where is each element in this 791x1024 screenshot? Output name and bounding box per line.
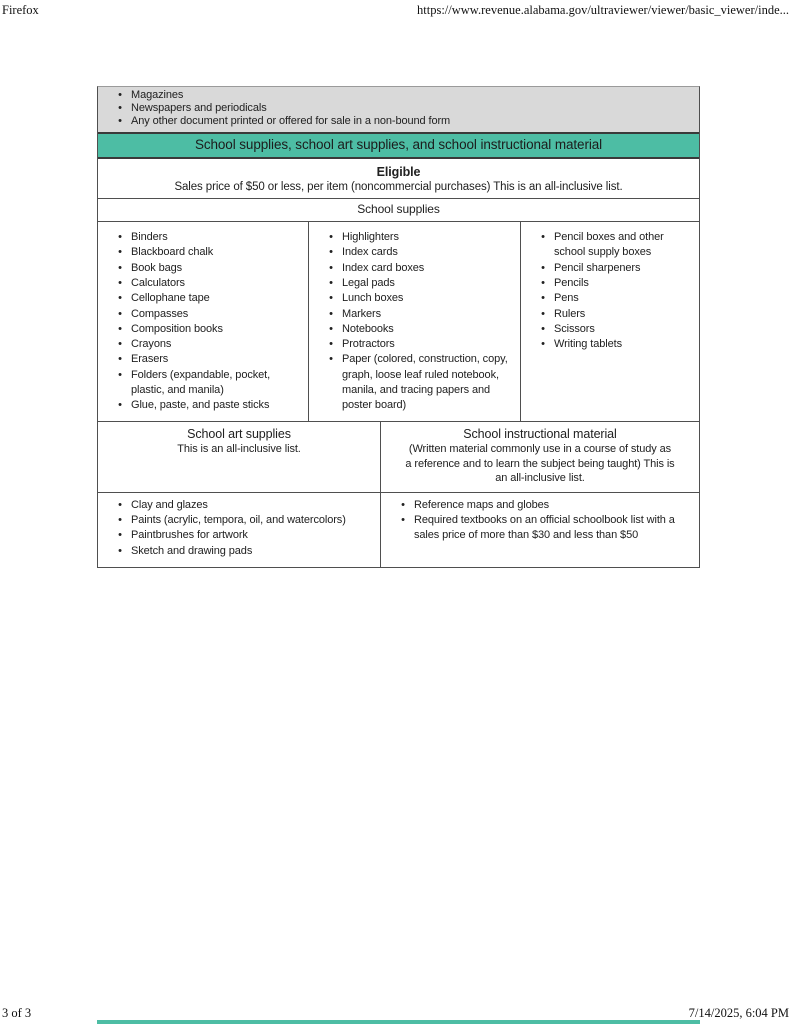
list-item	[98, 115, 699, 128]
list-item	[521, 230, 699, 261]
subsection-lists-row	[98, 492, 699, 567]
bullet-icon: •	[118, 322, 122, 335]
bullet-icon: •	[118, 246, 122, 259]
supplies-column-1	[98, 222, 308, 421]
bullet-icon: •	[118, 307, 122, 320]
bullet-icon: •	[401, 514, 405, 527]
list-item	[309, 261, 520, 276]
list-item-text: Legal pads	[342, 277, 395, 289]
art-supplies-cell	[98, 493, 381, 567]
list-item-text: Rulers	[554, 307, 586, 320]
list-item	[98, 544, 380, 559]
supplies-list-1	[98, 230, 308, 414]
list-item-text: Notebooks	[342, 322, 394, 335]
list-item	[381, 513, 699, 544]
bullet-icon: •	[118, 338, 122, 351]
list-item-text: Cellophane tape	[131, 292, 210, 305]
list-item-text: Book bags	[131, 261, 183, 274]
subsection-headers-row	[98, 421, 699, 492]
bullet-icon: •	[541, 338, 545, 351]
list-item-text: Pencil boxes and other school supply boxes	[554, 231, 664, 259]
list-item-text: Index card boxes	[342, 261, 425, 274]
bullet-icon: •	[541, 307, 545, 320]
bullet-icon: •	[401, 498, 405, 511]
browser-app-name: Firefox	[2, 3, 39, 17]
list-item	[98, 398, 308, 413]
art-supplies-list	[98, 498, 380, 559]
list-item-text: Binders	[131, 231, 168, 244]
next-page-teal-strip	[97, 1020, 700, 1024]
bullet-icon: •	[541, 261, 545, 274]
list-item-text: Pencil sharpeners	[554, 261, 641, 274]
bullet-icon: •	[118, 115, 122, 128]
list-item-text: Writing tablets	[554, 338, 622, 351]
list-item	[521, 322, 699, 337]
list-item-text: Sketch and drawing pads	[131, 544, 253, 557]
bullet-icon: •	[329, 246, 333, 259]
list-item-text: Index cards	[342, 246, 398, 259]
bullet-icon: •	[329, 231, 333, 244]
bullet-icon: •	[329, 338, 333, 351]
list-item	[309, 245, 520, 260]
art-supplies-title: School art supplies	[187, 427, 291, 442]
print-timestamp: 7/14/2025, 6:04 PM	[688, 1006, 789, 1020]
list-item-text: Newspapers and periodicals	[131, 102, 267, 115]
list-item-text: Magazines	[131, 89, 184, 101]
instructional-material-list	[381, 498, 699, 544]
supplies-list-2	[309, 230, 520, 414]
bullet-icon: •	[118, 498, 122, 511]
bullet-icon: •	[118, 529, 122, 542]
bullet-icon: •	[118, 544, 122, 557]
list-item-text: Folders (expandable, pocket, plastic, and manila)	[131, 368, 271, 397]
supplies-list-3	[521, 230, 699, 352]
art-supplies-header	[98, 422, 381, 492]
instructional-material-subtitle: (Written material commonly use in a course of study as a reference and to learn the subject being taught) This is an all-inclusive list.	[405, 443, 675, 485]
list-item	[98, 230, 308, 245]
page-number: 3 of 3	[2, 1006, 32, 1020]
eligible-label: Eligible	[376, 164, 421, 179]
list-item-text: Paper (colored, construction, copy, graph, loose leaf ruled notebook, manila, and tracing papers and poster board)	[342, 353, 508, 412]
art-supplies-subtitle: This is an all-inclusive list.	[177, 443, 301, 456]
list-item-text: Paintbrushes for artwork	[131, 529, 248, 542]
list-item-text: Calculators	[131, 277, 185, 289]
instructional-material-header	[381, 422, 699, 492]
bullet-icon: •	[329, 353, 333, 366]
bullet-icon: •	[118, 102, 122, 115]
list-item	[521, 276, 699, 291]
list-item-text: Any other document printed or offered for sale in a non-bound form	[131, 115, 451, 128]
list-item	[98, 102, 699, 115]
bullet-icon: •	[118, 89, 122, 101]
list-item	[98, 513, 380, 528]
bullet-icon: •	[118, 368, 122, 381]
list-item	[98, 352, 308, 367]
bullet-icon: •	[329, 322, 333, 335]
list-item-text: Composition books	[131, 322, 223, 335]
list-item-text: Pens	[554, 292, 579, 305]
bullet-icon: •	[118, 231, 122, 244]
list-item-text: Highlighters	[342, 231, 399, 244]
bullet-icon: •	[118, 399, 122, 412]
list-item	[309, 291, 520, 306]
list-item	[98, 89, 699, 102]
list-item	[521, 291, 699, 306]
list-item	[309, 307, 520, 322]
list-item	[98, 528, 380, 543]
instructional-material-title: School instructional material	[463, 427, 617, 442]
list-item-text: Reference maps and globes	[414, 498, 550, 511]
list-item	[98, 307, 308, 322]
bullet-icon: •	[541, 231, 545, 244]
bullet-icon: •	[541, 322, 545, 335]
list-item	[309, 230, 520, 245]
list-item	[98, 322, 308, 337]
list-item-text: Clay and glazes	[131, 498, 208, 511]
list-item-text: Pencils	[554, 277, 589, 289]
list-item	[309, 337, 520, 352]
list-item-text: Markers	[342, 307, 382, 320]
bullet-icon: •	[541, 277, 545, 289]
bullet-icon: •	[118, 292, 122, 305]
section-title: School supplies, school art supplies, and school instructional material	[194, 136, 603, 152]
school-supplies-columns	[98, 221, 699, 421]
source-url: https://www.revenue.alabama.gov/ultraviewer/viewer/basic_viewer/inde...	[417, 3, 789, 17]
bullet-icon: •	[118, 353, 122, 366]
print-header	[2, 3, 789, 18]
list-item-text: Required textbooks on an official schoolbook list with a sales price of more than $30 and less than $50	[414, 514, 675, 542]
eligibility-table	[97, 86, 700, 568]
bullet-icon: •	[541, 292, 545, 305]
list-item	[98, 291, 308, 306]
list-item-text: Protractors	[342, 338, 395, 351]
noneligible-items-section	[98, 87, 699, 132]
noneligible-list	[98, 89, 699, 129]
list-item	[521, 261, 699, 276]
list-item	[98, 498, 380, 513]
bullet-icon: •	[329, 307, 333, 320]
list-item	[98, 261, 308, 276]
list-item	[98, 245, 308, 260]
list-item-text: Compasses	[131, 307, 189, 320]
bullet-icon: •	[329, 277, 333, 289]
list-item-text: Paints (acrylic, tempora, oil, and watercolors)	[131, 514, 346, 527]
bullet-icon: •	[118, 514, 122, 527]
bullet-icon: •	[329, 261, 333, 274]
list-item	[98, 368, 308, 399]
list-item	[98, 337, 308, 352]
eligible-row	[98, 159, 699, 199]
bullet-icon: •	[329, 292, 333, 305]
list-item	[521, 337, 699, 352]
list-item-text: Glue, paste, and paste sticks	[131, 399, 270, 412]
print-footer	[2, 1006, 789, 1021]
list-item	[521, 307, 699, 322]
supplies-column-3	[521, 222, 699, 421]
list-item-text: Lunch boxes	[342, 292, 404, 305]
list-item	[309, 276, 520, 291]
list-item	[309, 322, 520, 337]
list-item-text: Crayons	[131, 338, 172, 351]
list-item	[309, 352, 520, 413]
supplies-column-2	[308, 222, 521, 421]
list-item-text: Erasers	[131, 353, 169, 366]
bullet-icon: •	[118, 261, 122, 274]
list-item-text: Blackboard chalk	[131, 246, 214, 259]
school-supplies-title: School supplies	[98, 198, 699, 221]
section-header-row	[98, 132, 699, 159]
list-item-text: Scissors	[554, 322, 595, 335]
eligible-description: Sales price of $50 or less, per item (noncommercial purchases) This is an all-inclusive list.	[174, 180, 623, 193]
bullet-icon: •	[118, 277, 122, 289]
list-item	[98, 276, 308, 291]
instructional-material-cell	[381, 493, 699, 567]
list-item	[381, 498, 699, 513]
